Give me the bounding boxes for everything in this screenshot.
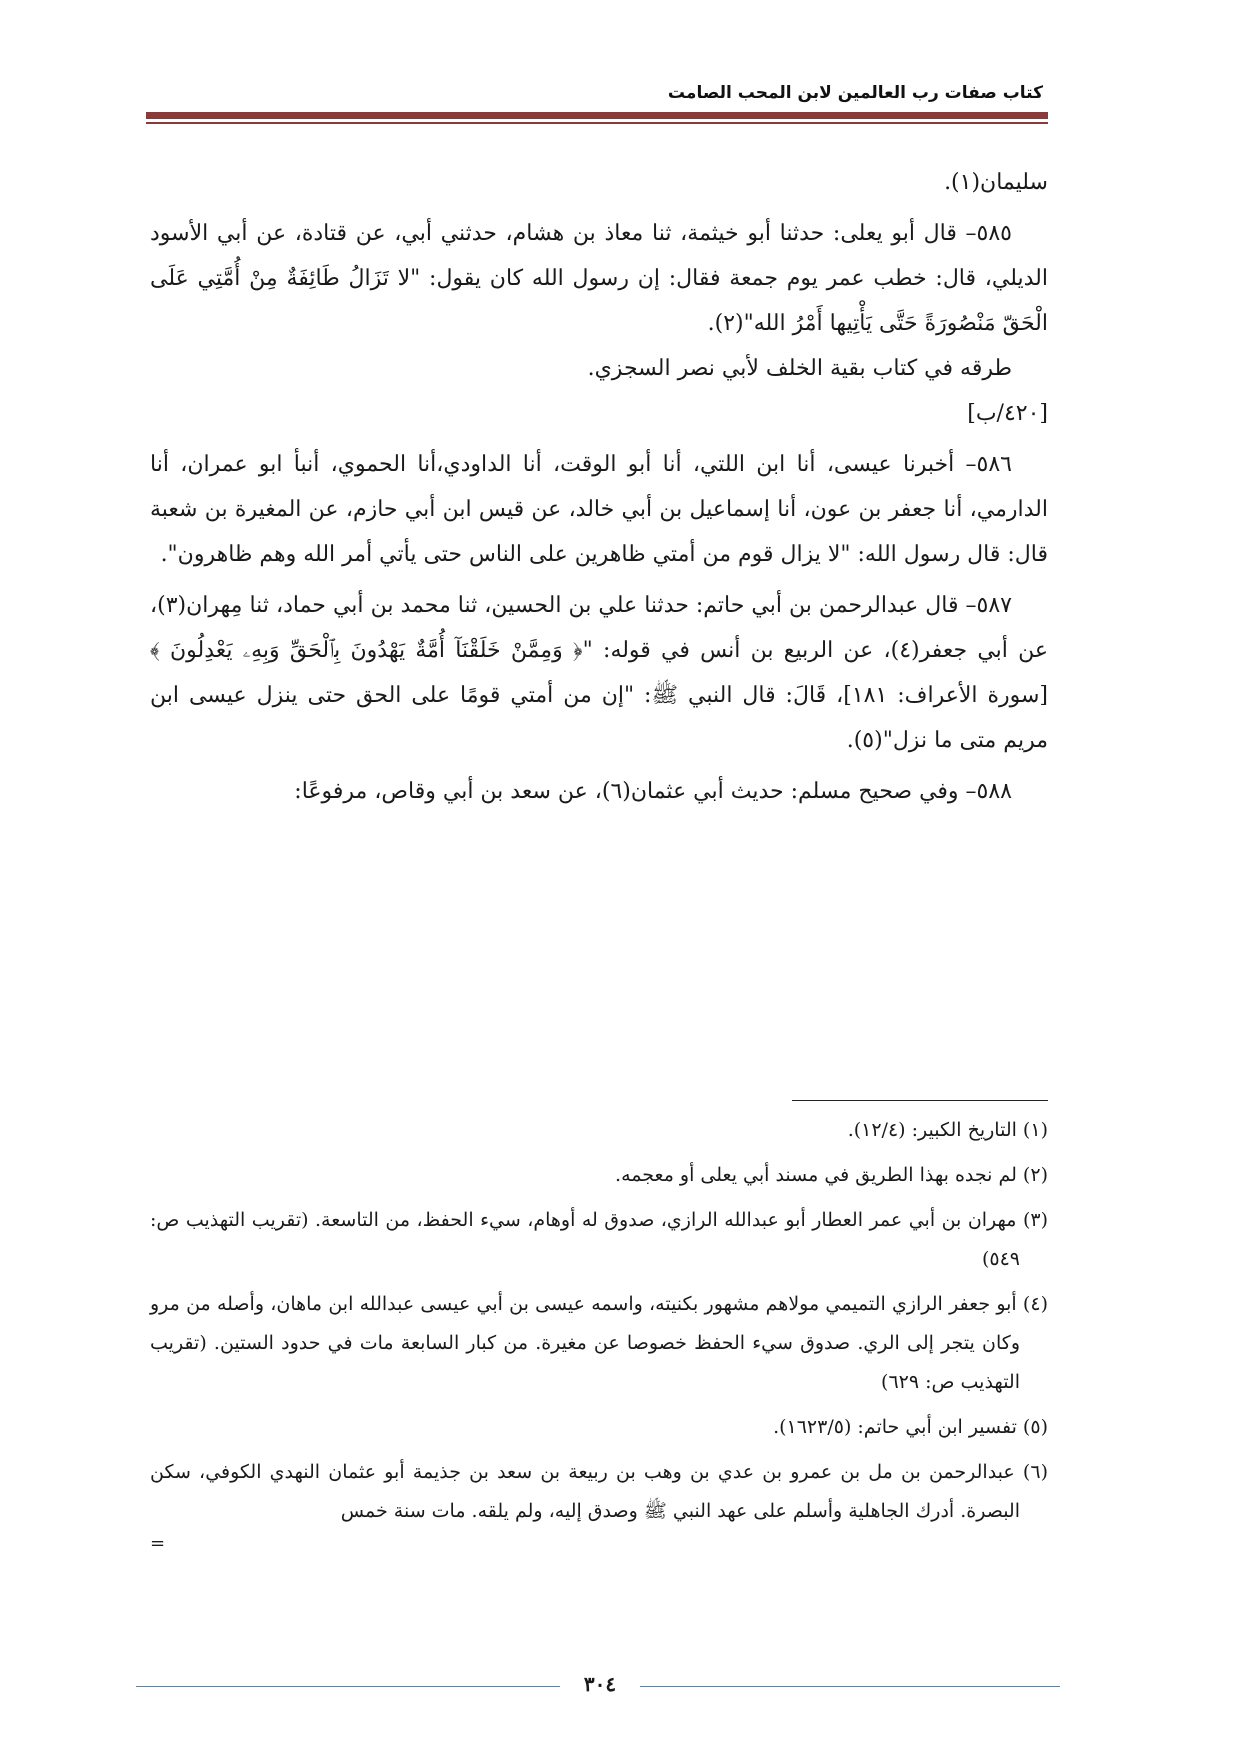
footnote-4: (٤) أبو جعفر الرازي التميمي مولاهم مشهور بكنيته، واسمه عيسى بن أبي عيسى عبدالله ابن ماهان، وأصله من مرو وكان يتجر إلى الري. صدوق سيء الحفظ خصوصا عن مغيرة. من كبار السابعة مات في حدود الستين. (تقريب التهذيب ص: ٦٢٩) [150,1293,1048,1393]
running-header: كتاب صفات رب العالمين لابن المحب الصامت [667,83,1043,103]
footnote-5: (٥) تفسير ابن أبي حاتم: (١٦٢٣/٥). [773,1416,1048,1438]
paragraph-585-note: طرقه في كتاب بقية الخلف لأبي نصر السجزي. [587,356,1012,381]
header-rule-thick [146,112,1048,119]
main-text [150,160,1048,814]
footer-line-right [640,1686,1060,1687]
header-rule-thin [146,122,1048,124]
paragraph-586: ٥٨٦– أخبرنا عيسى، أنا ابن اللتي، أنا أبو الوقت، أنا الداودي،أنا الحموي، أنبأ ابو عمران، أنا الدارمي، أنا جعفر بن عون، أنا إسماعيل بن أبي خالد، عن قيس ابن أبي حازم، عن المغيرة بن شعبة قال: قال رسول الله: "لا يزال قوم من أمتي ظاهرين على الناس حتى يأتي أمر الله وهم ظاهرون". [150,452,1048,567]
paragraph-588: ٥٨٨– وفي صحيح مسلم: حديث أبي عثمان(٦)، عن سعد بن أبي وقاص، مرفوعًا: [294,779,1012,804]
footnotes [150,1111,1048,1554]
footnote-continuation-mark: = [150,1533,166,1554]
folio-marker: [٤٢٠/ب] [967,401,1048,426]
footer-line-left [136,1686,560,1687]
paragraph-587: ٥٨٧– قال عبدالرحمن بن أبي حاتم: حدثنا علي بن الحسين، ثنا محمد بن أبي حماد، ثنا مِهران(٣)، عن أبي جعفر(٤)، عن الربيع بن أنس في قوله: "﴿ وَمِمَّنْ خَلَقْنَآ أُمَّةٌ يَهْدُونَ بِٱلْحَقِّ وَبِهِۦ يَعْدِلُونَ ﴾ [سورة الأعراف: ١٨١]، قَالَ: قال النبي ﷺ: "إن من أمتي قومًا على الحق حتى ينزل عيسى ابن مريم متى ما نزل"(٥). [150,593,1049,753]
paragraph-585: ٥٨٥– قال أبو يعلى: حدثنا أبو خيثمة، ثنا معاذ بن هشام، حدثني أبي، عن قتادة، عن أبي الأسود الديلي، قال: خطب عمر يوم جمعة فقال: إن رسول الله كان يقول: "لا تَزَالُ طَائِفَةٌ مِنْ أُمَّتِي عَلَى الْحَقّ مَنْصُورَةً حَتَّى يَأْتِيها أَمْرُ الله"(٢). [150,221,1048,336]
paragraph-continuation: سليمان(١). [944,170,1048,195]
footnote-6: (٦) عبدالرحمن بن مل بن عمرو بن عدي بن وهب بن ربيعة بن سعد بن جذيمة أبو عثمان النهدي الكوفي، سكن البصرة. أدرك الجاهلية وأسلم على عهد النبي ﷺ وصدق إليه، ولم يلقه. مات سنة خمس [150,1461,1048,1522]
footnote-1: (١) التاريخ الكبير: (١٢/٤). [847,1119,1048,1141]
footnote-separator [792,1100,1048,1101]
page-number: ٣٠٤ [583,1672,617,1696]
footnote-2: (٢) لم نجده بهذا الطريق في مسند أبي يعلى أو معجمه. [615,1164,1048,1186]
footnote-3: (٣) مهران بن أبي عمر العطار أبو عبدالله الرازي، صدوق له أوهام، سيء الحفظ، من التاسعة. (تقريب التهذيب ص: ٥٤٩) [150,1209,1048,1270]
